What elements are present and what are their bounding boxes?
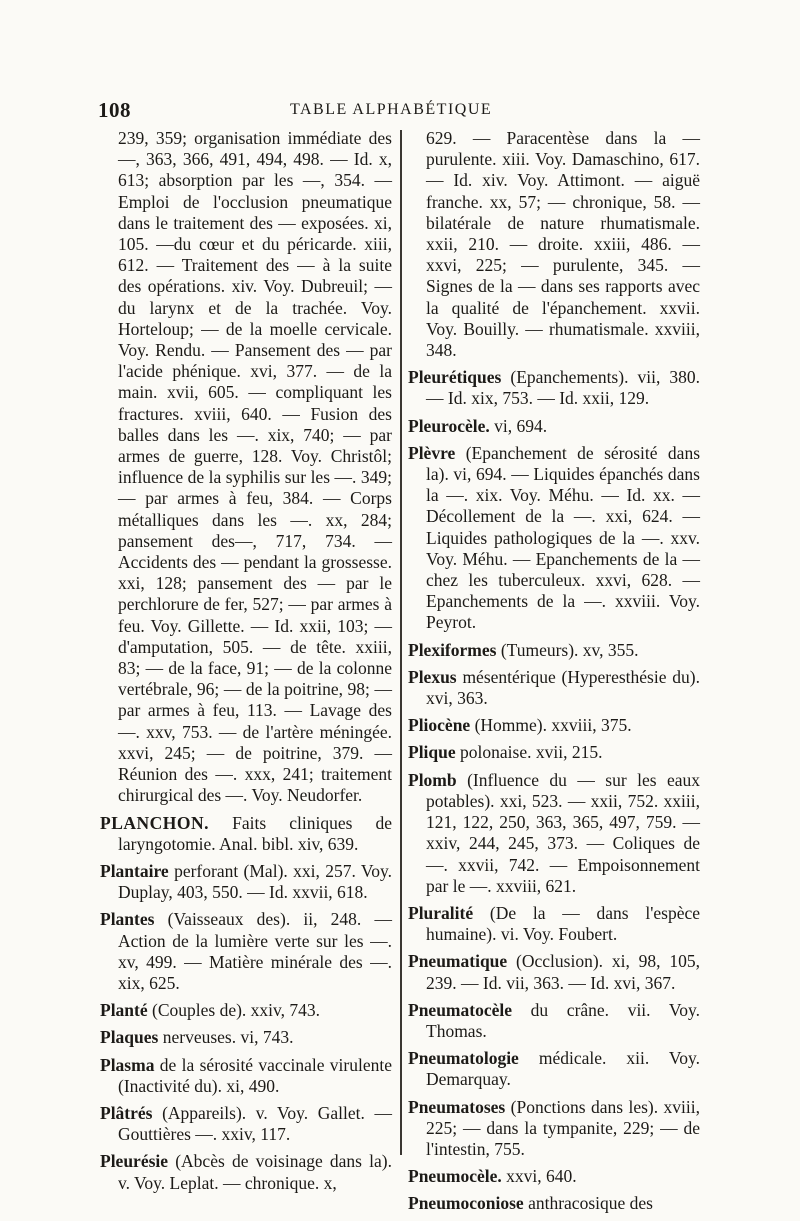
index-entry-r-plique: [408, 742, 700, 763]
entry-headword: Plasma: [100, 1054, 155, 1075]
entry-text: médicale. xii. Voy. Demarquay.: [426, 1048, 701, 1090]
entry-headword: Pliocène: [408, 715, 471, 736]
index-entry-l-plantaire: [100, 861, 392, 903]
entry-headword: Pleurocèle.: [408, 415, 490, 436]
index-entry-r-pneumatologie: [408, 1048, 700, 1090]
column-divider: [400, 130, 402, 1155]
entry-headword: Plantaire: [100, 860, 169, 881]
entry-text: (Homme). xxviii, 375.: [474, 715, 632, 736]
index-entry-l-planchon: [100, 813, 392, 855]
entry-headword: Pneumocèle.: [408, 1166, 502, 1187]
entry-headword: Plantes: [100, 909, 155, 930]
entry-text: (De la — dans l'espèce humaine). vi. Voy. Foubert.: [426, 902, 701, 945]
index-entry-r-pluralite: [408, 903, 700, 945]
entry-text: 629. — Paracentèse dans la — purulente. xiii. Voy. Damaschino, 617. — Id. xiv. Voy. Attimont. — aiguë franche. xx, 57; — chronique, 58. — bilatérale de nature rhumatismale. xxii, 210. — droite. xxiii, 486. — xxvi, 225; — purulente, 345. — Signes de la — dans ses rapports avec la qualité de l'épanchement. xxvii. Voy. Bouilly. — rhumatismale. xxviii, 348.: [426, 128, 700, 361]
entry-headword: Plâtrés: [100, 1102, 153, 1123]
index-entry-r-pneumatocele: [408, 1000, 700, 1042]
entry-text: (Occlusion). xi, 98, 105, 239. — Id. vii, 363. — Id. xvi, 367.: [426, 951, 701, 993]
entry-text: anthracosique des: [528, 1193, 653, 1214]
entry-headword: Pneumatocèle: [408, 999, 512, 1020]
entry-text: (Abcès de voisinage dans la). v. Voy. Leplat. — chronique. x,: [118, 1151, 393, 1193]
entry-headword: Planté: [100, 1000, 148, 1021]
index-entry-r-plexiformes: [408, 640, 700, 661]
entry-headword: Pneumoconiose: [408, 1193, 524, 1214]
entry-headword: Plexus: [408, 666, 457, 687]
entry-text: mésentérique (Hyperesthésie du). xvi, 363.: [426, 666, 700, 709]
index-entry-l-cont: [100, 128, 392, 807]
index-entry-l-plantes: [100, 909, 392, 994]
index-entry-l-plaques: [100, 1027, 392, 1048]
entry-text: Faits cliniques de laryngotomie. Anal. bibl. xiv, 639.: [118, 812, 393, 854]
left-column: [100, 128, 392, 1200]
index-entry-r-plomb: [408, 770, 700, 897]
entry-text: vi, 694.: [494, 415, 548, 436]
entry-headword: Pneumatoses: [408, 1096, 506, 1117]
entry-text: (Ponctions dans les). xviii, 225; — dans la tympanite, 229; — de l'intestin, 755.: [426, 1096, 701, 1159]
index-entry-r-pleuretiques: [408, 367, 700, 409]
entry-headword: Pluralité: [408, 902, 474, 923]
index-entry-l-platres: [100, 1103, 392, 1145]
entry-headword: Plaques: [100, 1027, 159, 1048]
index-entry-r-pneumoconiose: [408, 1193, 700, 1214]
entry-headword: Pneumatologie: [408, 1048, 519, 1069]
entry-text: nerveuses. vi, 743.: [162, 1027, 294, 1048]
entry-text: polonaise. xvii, 215.: [460, 742, 603, 763]
index-entry-l-plasma: [100, 1055, 392, 1097]
entry-text: (Influence du — sur les eaux potables). xxi, 523. — xxii, 752. xxiii, 121, 122, 250, 363, 365, 497, 759. — xxiv, 244, 245, 373. — Coliques de —. xxvii, 742. — Empoisonnement par le —. xxviii, 621.: [426, 769, 700, 896]
right-column: [408, 128, 700, 1221]
entry-text: (Epanchements). vii, 380. — Id. xix, 753. — Id. xxii, 129.: [426, 367, 700, 409]
entry-text: (Appareils). v. Voy. Gallet. — Gouttières —. xxiv, 117.: [118, 1102, 392, 1145]
index-entry-r-pneumatique: [408, 951, 700, 993]
index-entry-r-pneumocele: [408, 1166, 700, 1187]
page-number: 108: [98, 98, 131, 122]
entry-text: xxvi, 640.: [506, 1166, 577, 1187]
entry-text: 239, 359; organisation immédiate des —, 363, 366, 491, 494, 498. — Id. x, 613; absorption par les —, 354. — Emploi de l'occlusion pneumatique dans le traitement des — exposées. xi, 105. —du cœur et du péricarde. xiii, 612. — Traitement des — à la suite des opérations. xiv. Voy. Dubreuil; — du larynx et de la trachée. Voy. Horteloup; — de la moelle cervicale. Voy. Rendu. — Pansement des — par l'acide phénique. xvi, 377. — de la main. xvii, 605. — compliquant les fractures. xviii, 640. — Fusion des balles dans les —. xix, 740; — par armes de guerre, 128. Voy. Christôl; influence de la syphilis sur les —. 349; — par armes à feu, 384. — Corps métalliques dans les —. xx, 284; pansement des—, 717, 734. — Accidents des — pendant la grossesse. xxi, 128; pansement des — par le perchlorure de fer, 527; — par armes à feu. Voy. Gillette. — Id. xxii, 103; — d'amputation, 505. — de tête. xxiii, 83; — de la face, 91; — de la colonne vertébrale, 96; — de la poitrine, 98; — par armes à feu, 113. — Lavage des —. xxv, 753. — de l'artère méningée. xxvi, 245; — de poitrine, 379. —Réunion des —. xxx, 241; traitement chirurgical des —. Voy. Neudorfer.: [118, 128, 392, 806]
entry-headword: Pleurésie: [100, 1151, 169, 1172]
index-entry-l-plante: [100, 1000, 392, 1021]
entry-headword: Plomb: [408, 769, 457, 790]
index-entry-l-pleuresie: [100, 1151, 392, 1193]
index-entry-r-pneumatoses: [408, 1097, 700, 1161]
index-entry-r-plevre: [408, 443, 700, 634]
entry-headword: Plexiformes: [408, 639, 497, 660]
index-entry-r-pliocene: [408, 715, 700, 736]
entry-text: (Vaisseaux des). ii, 248. — Action de la lumière verte sur les —. xv, 499. — Matière minérale des —. xix, 625.: [118, 909, 392, 993]
entry-headword: Plique: [408, 742, 456, 763]
index-entry-r-cont: [408, 128, 700, 361]
entry-headword: Pneumatique: [408, 951, 508, 972]
running-head: TABLE ALPHABÉTIQUE: [290, 101, 493, 118]
entry-text: du crâne. vii. Voy. Thomas.: [426, 999, 700, 1041]
index-entry-r-pleurocele: [408, 416, 700, 437]
entry-headword: Plèvre: [408, 442, 456, 463]
entry-text: de la sérosité vaccinale virulente (Inactivité du). xi, 490.: [118, 1054, 392, 1096]
entry-headword: PLANCHON.: [100, 812, 210, 833]
entry-text: perforant (Mal). xxi, 257. Voy. Duplay, 403, 550. — Id. xxvii, 618.: [118, 860, 392, 903]
entry-text: (Tumeurs). xv, 355.: [500, 639, 639, 660]
index-entry-r-plexus: [408, 667, 700, 709]
entry-text: (Epanchement de sérosité dans la). vi, 694. — Liquides épanchés dans la —. xix. Voy. Méhu. — Id. xx. — Décollement de la —. xxi, 624. — Liquides pathologiques de la —. xxv. Voy. Méhu. — Epanchements de la — chez les tuberculeux. xxvi, 628. — Epanchements de la —. xxviii. Voy. Peyrot.: [426, 442, 700, 633]
entry-headword: Pleurétiques: [408, 367, 502, 388]
entry-text: (Couples de). xxiv, 743.: [152, 1000, 321, 1021]
